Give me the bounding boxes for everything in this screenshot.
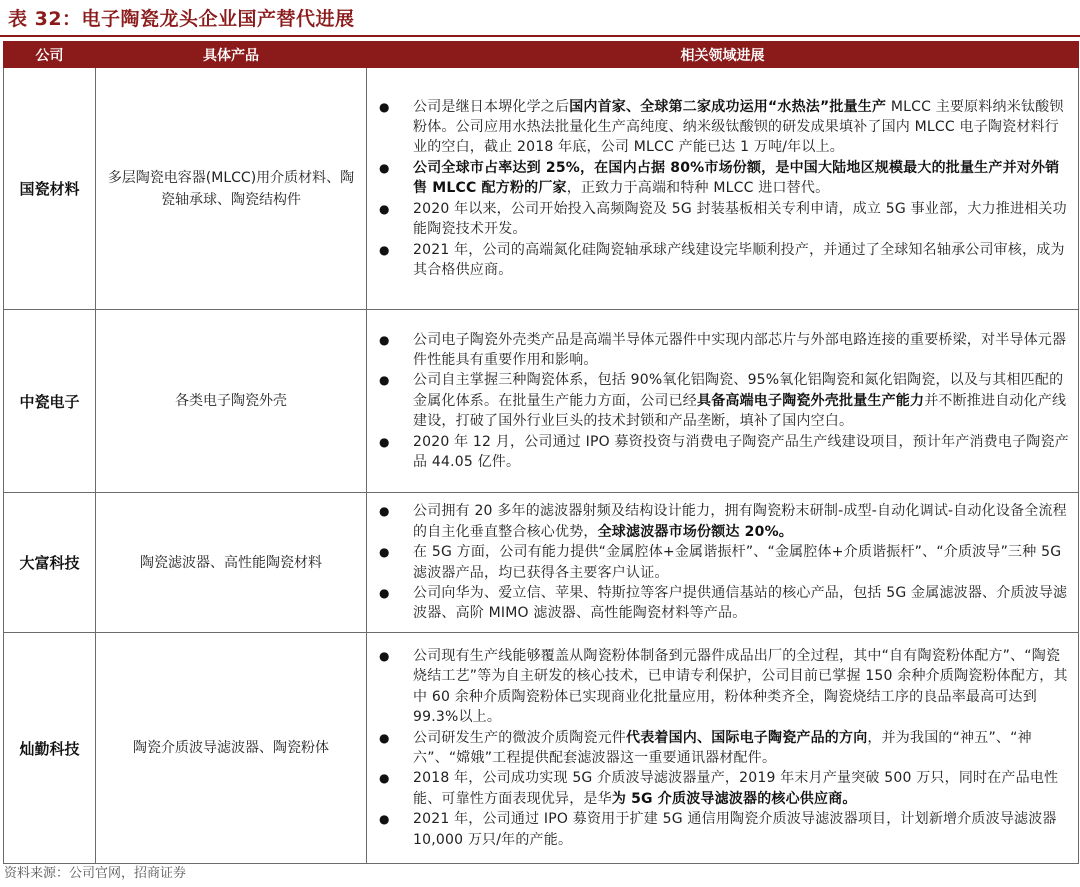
bullet-icon: ●: [379, 201, 390, 216]
list-item: [367, 370, 1078, 431]
table-title: 表 32：电子陶瓷龙头企业国产替代进展: [8, 8, 355, 30]
product-cell: 多层陶瓷电容器(MLCC)用介质材料、陶瓷轴承球、陶瓷结构件: [96, 68, 367, 310]
table-row: [4, 310, 1079, 493]
list-item: [367, 768, 1078, 809]
bullet-icon: ●: [379, 373, 390, 388]
text-segment: 公司自主掌握三种陶瓷体系，包括 90%氧化铝陶瓷、95%氧化铝陶瓷和氮化铝陶瓷，以及与其相匹配的金属化体系。在批量生产能力方面，公司已经: [413, 372, 1064, 409]
bullet-icon: ●: [379, 332, 390, 347]
header-progress: 相关领域进展: [367, 42, 1079, 68]
company-name: 灿勤科技: [4, 633, 96, 864]
progress-cell: [367, 633, 1079, 864]
bold-text: 公司全球市占率达到 25%，在国内占据 80%市场份额，是中国大陆地区规模最大的批量生产并对外销售 MLCC 配方粉的厂家: [413, 159, 1060, 197]
bullet-icon: ●: [379, 585, 390, 600]
company-name: 中瓷电子: [4, 310, 96, 493]
bold-text: 为 5G 介质波导滤波器的核心供应商。: [611, 790, 857, 807]
table-row: [4, 633, 1079, 864]
company-name: 大富科技: [4, 493, 96, 633]
list-item: [367, 809, 1078, 850]
text-segment: 公司向华为、爱立信、苹果、特斯拉等客户提供通信基站的核心产品，包括 5G 金属滤波器、介质波导滤波器、高阶 MIMO 滤波器、高性能陶瓷材料等产品。: [413, 584, 1068, 622]
product-cell: 陶瓷介质波导滤波器、陶瓷粉体: [96, 633, 367, 864]
list-item: [367, 542, 1078, 583]
product-cell: 陶瓷滤波器、高性能陶瓷材料: [96, 493, 367, 633]
header-row: [4, 42, 1079, 68]
text-segment: 2020 年 12 月，公司通过 IPO 募资投资与消费电子陶瓷产品生产线建设项目，预计年产消费电子陶瓷产品 44.05 亿件。: [413, 433, 1069, 471]
text-segment: 2018 年，公司成功实现 5G 介质波导滤波器量产，2019 年末月产量突破 500 万只，同时在产品电性能、可靠性方面表现优异，是华: [413, 770, 1059, 807]
bullet-icon: ●: [379, 99, 390, 114]
text-segment: 公司研发生产的微波介质陶瓷元件: [413, 729, 626, 746]
text-segment: MLCC 主要原料纳米钛酸钡粉体。公司应用水热法批量化生产高纯度、纳米级钛酸钡的研发成果填补了国内 MLCC 电子陶瓷材料行业的空白，截止 2018 年底，公司 MLCC 产能已达 1 万吨/年以上。: [413, 98, 1064, 156]
source-note: 资料来源：公司官网，招商证券: [4, 866, 187, 881]
bullet-icon: ●: [379, 434, 390, 449]
text-segment: 在 5G 方面，公司有能力提供“金属腔体+金属谐振杆”、“金属腔体+介质谐振杆”、“介质波导”三种 5G 滤波器产品，均已获得各主要客户认证。: [413, 544, 1062, 581]
progress-list: [367, 646, 1078, 850]
text-segment: 公司是继日本堺化学之后: [413, 98, 570, 115]
header-company: 公司: [4, 42, 96, 68]
bold-text: 具备高端电子陶瓷外壳批量生产能力: [697, 392, 925, 409]
text-segment: ，并为我国的“神五”、“神六”、“嫦娥”工程提供配套滤波器这一重要通讯器材配件。: [413, 729, 1032, 766]
progress-list: [367, 97, 1078, 281]
text-segment: 2021 年，公司通过 IPO 募资用于扩建 5G 通信用陶瓷介质波导滤波器项目，计划新增介质波导滤波器 10,000 万只/年的产能。: [413, 811, 1057, 848]
table-row: [4, 68, 1079, 310]
text-segment: 公司现有生产线能够覆盖从陶瓷粉体制备到元器件成品出厂的全过程，其中“自有陶瓷粉体配方”、“陶瓷烧结工艺”等为自主研发的核心技术，已申请专利保护，公司目前已掌握 150 余种介质陶瓷粉体配方，其中 60 余种介质陶瓷粉体已实现商业化批量应用，粉体种类齐全，陶瓷烧结工序的良品率最高可达到 99.3%以上。: [413, 647, 1068, 726]
list-item: [367, 199, 1078, 240]
text-segment: 公司电子陶瓷外壳类产品是高端半导体元器件中实现内部芯片与外部电路连接的重要桥梁，对半导体元器件性能具有重要作用和影响。: [413, 331, 1067, 368]
bullet-icon: ●: [379, 812, 390, 827]
text-segment: 公司拥有 20 多年的滤波器射频及结构设计能力，拥有陶瓷粉末研制-成型-自动化调试-自动化设备全流程的自主化垂直整合核心优势，: [413, 503, 1067, 540]
text-segment: 并不断推进自动化产线建设，打破了国外行业巨头的技术封锁和产品垄断，填补了国内空白。: [413, 392, 1067, 430]
list-item: [367, 501, 1078, 542]
progress-table: [3, 41, 1079, 864]
list-item: [367, 330, 1078, 371]
title-rule: [0, 35, 1080, 37]
bullet-icon: ●: [379, 242, 390, 257]
list-item: [367, 158, 1078, 199]
bullet-icon: ●: [379, 771, 390, 786]
text-segment: 2020 年以来，公司开始投入高频陶瓷及 5G 封装基板相关专利申请，成立 5G 事业部，大力推进相关功能陶瓷技术开发。: [413, 200, 1067, 238]
progress-cell: [367, 493, 1079, 633]
bold-text: 国内首家、全球第二家成功运用“水热法”批量生产: [569, 98, 887, 115]
bullet-icon: ●: [379, 730, 390, 745]
product-cell: 各类电子陶瓷外壳: [96, 310, 367, 493]
list-item: [367, 728, 1078, 769]
list-item: [367, 646, 1078, 728]
list-item: [367, 97, 1078, 158]
bold-text: 代表着国内、国际电子陶瓷产品的方向: [626, 729, 868, 746]
bold-text: 全球滤波器市场份额达 20%。: [597, 523, 793, 540]
text-segment: ，正致力于高端和特种 MLCC 进口替代。: [566, 180, 830, 197]
text-segment: 2021 年，公司的高端氮化硅陶瓷轴承球产线建设完毕顺利投产，并通过了全球知名轴承公司审核，成为其合格供应商。: [413, 241, 1065, 278]
table-row: [4, 493, 1079, 633]
bullet-icon: ●: [379, 160, 390, 175]
list-item: [367, 240, 1078, 281]
header-product: 具体产品: [96, 42, 367, 68]
progress-list: [367, 330, 1078, 473]
bullet-icon: ●: [379, 545, 390, 560]
progress-list: [367, 501, 1078, 623]
bullet-icon: ●: [379, 504, 390, 519]
progress-cell: [367, 68, 1079, 310]
list-item: [367, 583, 1078, 624]
list-item: [367, 432, 1078, 473]
progress-cell: [367, 310, 1079, 493]
bullet-icon: ●: [379, 648, 390, 663]
company-name: 国瓷材料: [4, 68, 96, 310]
